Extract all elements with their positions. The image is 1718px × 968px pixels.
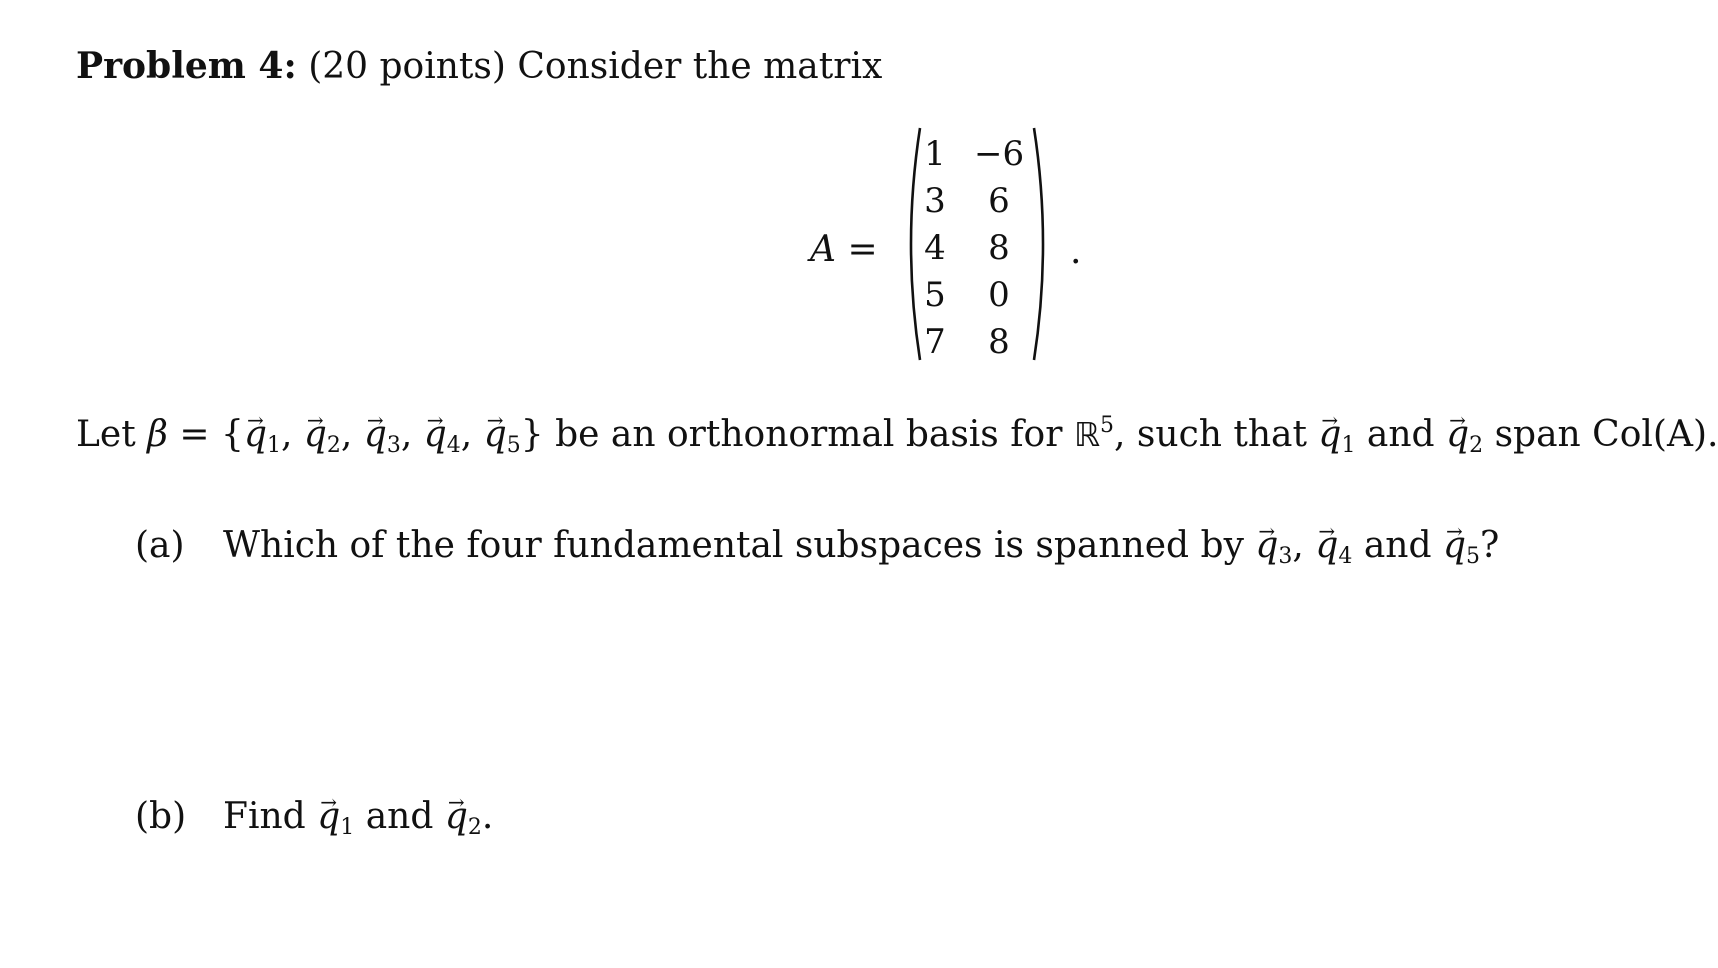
matrix-name: A: [810, 229, 836, 270]
and-word: and: [1366, 414, 1435, 455]
vector-q1: → $q_1$: [1318, 413, 1355, 468]
and-word: and: [1363, 525, 1432, 566]
beta-symbol: β: [147, 414, 168, 455]
part-a-text: Which of the four fundamental subspaces is spanned by: [223, 525, 1244, 566]
and-word: and: [365, 796, 434, 837]
matrix-cell: 8: [988, 228, 1010, 268]
matrix-cell: 5: [924, 275, 946, 315]
problem-header: [76, 44, 882, 89]
vector-q1: → $q_1$: [317, 795, 354, 850]
vector-q2: → $q_2$: [1446, 413, 1483, 468]
vector-q5: → $q_5$: [484, 413, 521, 468]
matrix-lhs: [810, 228, 878, 272]
period: .: [481, 796, 494, 837]
vector-q1: → $q_1$: [244, 413, 281, 468]
matrix-period: .: [1070, 231, 1082, 272]
vector-q2: → $q_2$: [445, 795, 482, 850]
problem-points: (20 points): [308, 46, 506, 87]
part-b: [135, 795, 493, 850]
vector-q5: → $q_5$: [1443, 524, 1480, 579]
vector-q3: → $q_3$: [1255, 524, 1292, 579]
vector-q2: → $q_2$: [304, 413, 341, 468]
span-text: span Col(A).: [1494, 414, 1718, 455]
equals-sign: =: [179, 414, 210, 455]
problem-label: Problem 4:: [76, 45, 297, 87]
matrix-cell: 0: [988, 275, 1010, 315]
part-a-label: (a): [135, 525, 185, 566]
matrix-cell: 8: [988, 322, 1010, 362]
close-brace: }: [520, 414, 544, 455]
part-a: (a) Which of the four fundamental subspaces is spanned by → $q_3$, → $q_4$ and → $q_5$?: [135, 524, 1499, 579]
real-space-symbol: ℝ: [1073, 415, 1101, 454]
vector-q3: → $q_3$: [364, 413, 401, 468]
matrix-cell: −6: [974, 134, 1025, 174]
vector-q4: → $q_4$: [1315, 524, 1352, 579]
part-b-label: (b): [135, 796, 187, 837]
matrix-right-paren: [1030, 126, 1054, 362]
matrix-cell: 3: [924, 181, 946, 221]
open-brace: {: [221, 414, 244, 455]
matrix-cell: 7: [924, 322, 946, 362]
matrix-cell: 6: [988, 181, 1010, 221]
such-that-text: , such that: [1114, 414, 1307, 455]
matrix-cell: 4: [924, 228, 946, 268]
vector-q4: → $q_4$: [424, 413, 461, 468]
basis-statement: Let β = {→ $q_1$, → $q_2$, → $q_3$, → $q_4$, → $q_5$} be an orthonormal basis for ℝ$^5$, such that → $q_1$ and → $q_2$ span Col(A).: [76, 404, 1718, 468]
question-mark: ?: [1480, 525, 1500, 566]
matrix-equals: =: [847, 229, 878, 270]
matrix-cell: 1: [924, 134, 946, 174]
let-word: Let: [76, 414, 136, 455]
space-exponent: 5: [1100, 413, 1115, 438]
basis-text: be an orthonormal basis for: [555, 414, 1063, 455]
problem-intro: Consider the matrix: [517, 46, 883, 87]
part-b-text: Find: [223, 796, 306, 837]
